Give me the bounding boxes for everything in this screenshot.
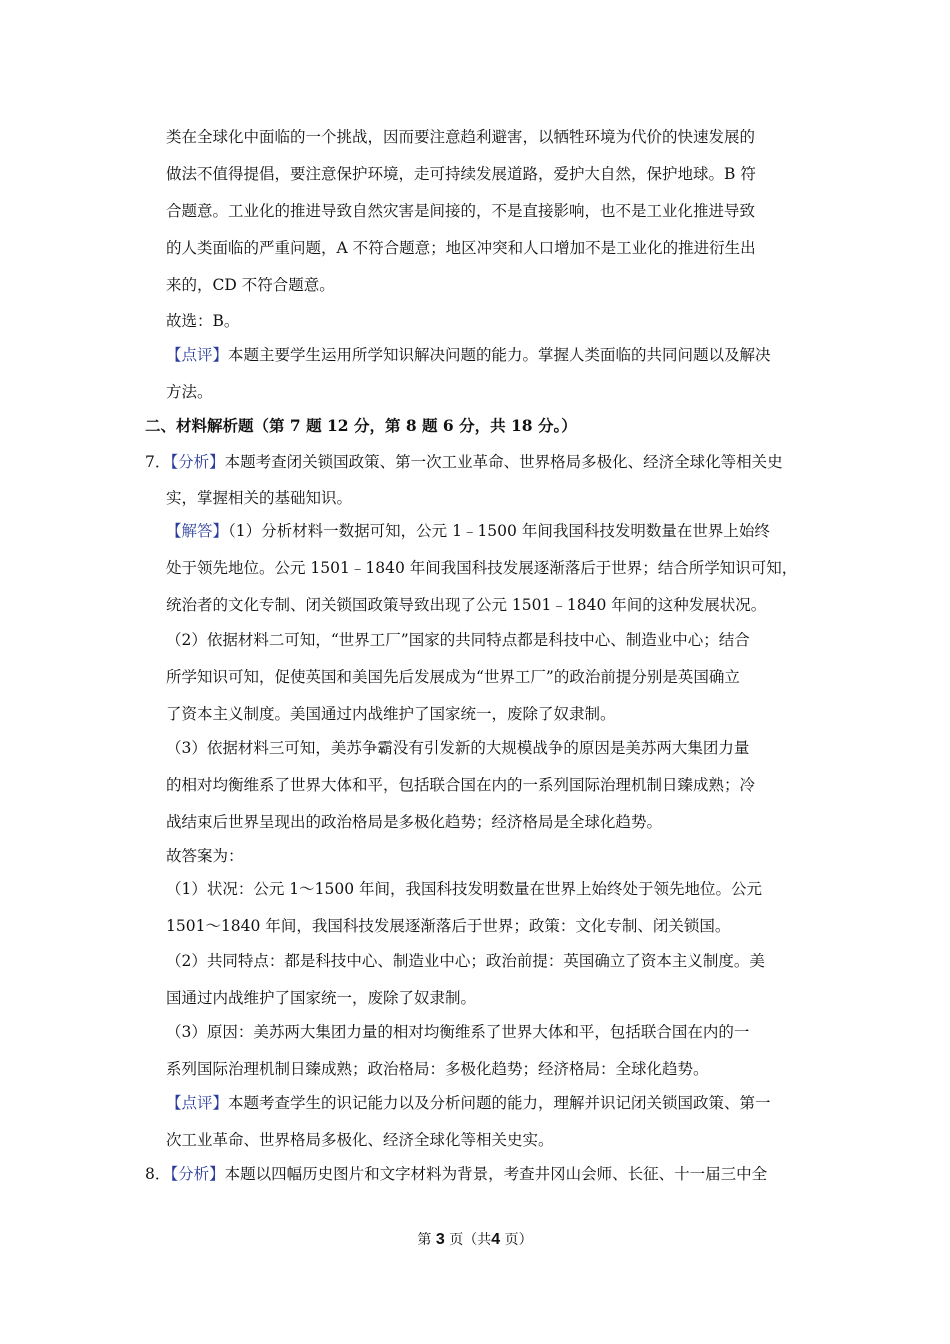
text-span: 本题主要学生运用所学知识解决问题的能力。掌握人类面临的共同问题以及解决 <box>228 346 771 364</box>
text-line: 故选：B。 <box>166 312 240 330</box>
text-span: 本题以四幅历史图片和文字材料为背景，考查井冈山会师、长征、十一届三中全 <box>224 1165 768 1183</box>
tag-fenxi: 分析 <box>178 453 210 471</box>
question-8-analysis <box>145 1164 767 1184</box>
question-number: 8． <box>145 1165 171 1183</box>
bracket-open: 【 <box>170 453 179 471</box>
footer-page-number: 3 <box>435 1231 445 1248</box>
text-line: 做法不值得提倡，要注意保护环境，走可持续发展道路，爱护大自然，保护地球。B 符 <box>166 165 756 183</box>
text-span: 本题考查闭关锁国政策、第一次工业革命、世界格局多极化、经济全球化等相关史 <box>224 453 783 471</box>
tag-dianping: 点评 <box>181 346 213 364</box>
text-line: （2）共同特点：都是科技中心、制造业中心；政治前提：英国确立了资本主义制度。美 <box>166 952 765 970</box>
bracket-close: 】 <box>212 346 229 364</box>
footer-middle: 页（共 <box>449 1232 492 1248</box>
question-7-analysis <box>145 452 783 472</box>
bracket-open: 【 <box>166 522 182 540</box>
text-line: 战结束后世界呈现出的政治格局是多极化趋势；经济格局是全球化趋势。 <box>166 813 663 831</box>
tag-fenxi: 分析 <box>178 1165 210 1183</box>
tag-jieda: 解答 <box>181 522 213 540</box>
footer-suffix: 页） <box>504 1232 533 1248</box>
text-line: 类在全球化中面临的一个挑战，因而要注意趋利避害，以牺牲环境为代价的快速发展的 <box>166 128 756 146</box>
bracket-close: 】 <box>209 453 225 471</box>
section-heading: 二、材料解析题（第 7 题 12 分，第 8 题 6 分，共 18 分。） <box>145 416 577 435</box>
bracket-open: 【 <box>166 1094 182 1112</box>
text-line: 国通过内战维护了国家统一，废除了奴隶制。 <box>166 989 477 1007</box>
text-line: 1501～1840 年间，我国科技发展逐渐落后于世界；政策：文化专制、闭关锁国。 <box>166 917 731 935</box>
text-line: （1）状况：公元 1～1500 年间，我国科技发明数量在世界上始终处于领先地位。公元 <box>166 880 763 898</box>
footer-prefix: 第 <box>417 1232 432 1248</box>
question-number: 7． <box>145 453 171 471</box>
bracket-close: 】 <box>209 1165 225 1183</box>
text-line: 故答案为： <box>166 847 244 865</box>
tag-dianping: 点评 <box>181 1094 213 1112</box>
text-line: 合题意。工业化的推进导致自然灾害是间接的，不是直接影响，也不是工业化推进导致 <box>166 202 756 220</box>
text-line: 统治者的文化专制、闭关锁国政策导致出现了公元 1501﹣1840 年间的这种发展状况。 <box>166 596 767 614</box>
text-line: 实，掌握相关的基础知识。 <box>166 489 353 507</box>
text-line: 来的，CD 不符合题意。 <box>166 276 335 294</box>
bracket-close: 】 <box>212 1094 229 1112</box>
text-line: 次工业革命、世界格局多极化、经济全球化等相关史实。 <box>166 1131 554 1149</box>
text-line: 了资本主义制度。美国通过内战维护了国家统一，废除了奴隶制。 <box>166 705 616 723</box>
text-span: （1）分析材料一数据可知，公元 1﹣1500 年间我国科技发明数量在世界上始终 <box>228 522 770 540</box>
text-line: 处于领先地位。公元 1501﹣1840 年间我国科技发展逐渐落后于世界；结合所学知识可知， <box>166 559 798 577</box>
text-line: （2）依据材料二可知，“世界工厂”国家的共同特点都是科技中心、制造业中心；结合 <box>166 631 750 649</box>
comment-line <box>166 345 771 365</box>
text-line: 的人类面临的严重问题，A 不符合题意；地区冲突和人口增加不是工业化的推进衍生出 <box>166 239 756 257</box>
bracket-open: 【 <box>166 346 182 364</box>
text-line: 系列国际治理机制日臻成熟；政治格局：多极化趋势；经济格局：全球化趋势。 <box>166 1060 709 1078</box>
text-line: 的相对均衡维系了世界大体和平，包括联合国在内的一系列国际治理机制日臻成熟；冷 <box>166 776 756 794</box>
answer-line <box>166 521 770 541</box>
text-line: （3）依据材料三可知，美苏争霸没有引发新的大规模战争的原因是美苏两大集团力量 <box>166 739 750 757</box>
text-line: 方法。 <box>166 383 213 401</box>
page-footer <box>0 1230 950 1250</box>
footer-total-pages: 4 <box>491 1231 501 1248</box>
text-span: 本题考查学生的识记能力以及分析问题的能力，理解并识记闭关锁国政策、第一 <box>228 1094 771 1112</box>
bracket-open: 【 <box>170 1165 179 1183</box>
text-line: 所学知识可知，促使英国和美国先后发展成为“世界工厂”的政治前提分别是英国确立 <box>166 668 740 686</box>
comment-line <box>166 1093 771 1113</box>
bracket-close: 】 <box>212 522 229 540</box>
text-line: （3）原因：美苏两大集团力量的相对均衡维系了世界大体和平，包括联合国在内的一 <box>166 1023 750 1041</box>
